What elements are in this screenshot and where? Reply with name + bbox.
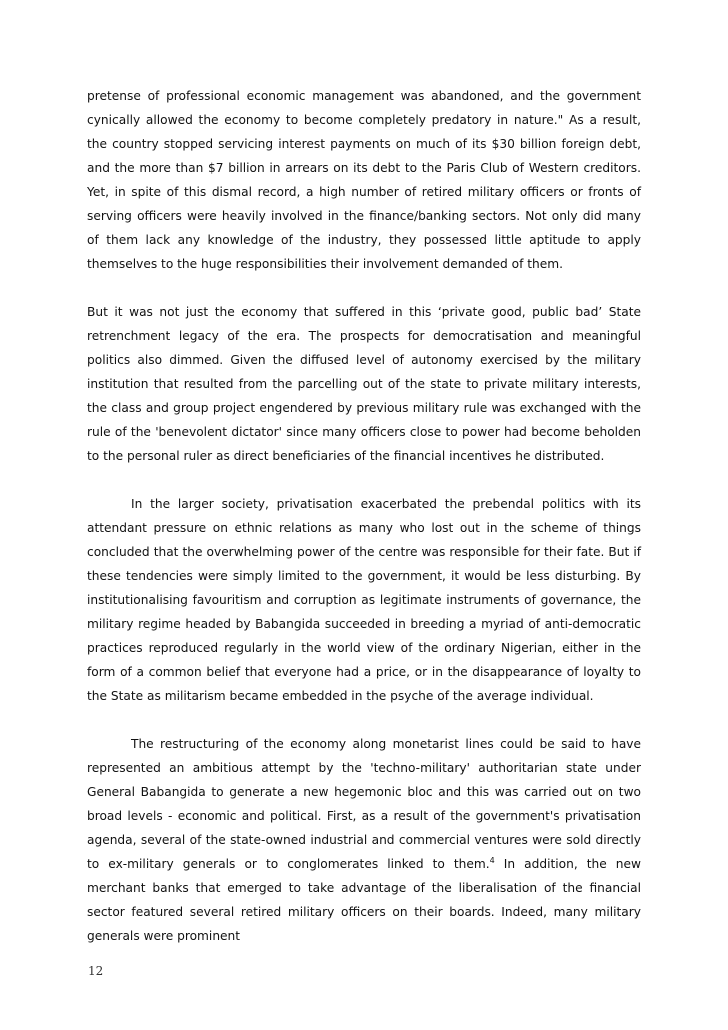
paragraph-3: In the larger society, privatisation exacerbated the prebendal politics with its attendant pressure on ethnic relations as many who lost out in the scheme of things concluded that the overwhelming power of the centre was responsible for their fate. But if these tendencies were simply limited to the government, it would be less disturbing. By institutionalising favouritism and corruption as legitimate instruments of governance, the military regime headed by Babangida succeeded in breeding a myriad of anti-democratic practices reproduced regularly in the world view of the ordinary Nigerian, either in the form of a common belief that everyone had a price, or in the disappearance of loyalty to the State as militarism became embedded in the psyche of the average individual. bbox=[87, 497, 641, 703]
paragraph-4-text-a: The restructuring of the economy along monetarist lines could be said to have represented an ambitious attempt by the 'techno-military' authoritarian state under General Babangida to generate a new hegemonic bloc and this was carried out on two broad levels - economic and political. First, as a result of the government's privatisation agenda, several of the state-owned industrial and commercial ventures were sold directly to ex-military generals or to conglomerates linked to them. bbox=[87, 737, 641, 871]
paragraph-1: pretense of professional economic management was abandoned, and the government cynically allowed the economy to become completely predatory in nature." As a result, the country stopped servicing interest payments on much of its $30 billion foreign debt, and the more than $7 billion in arrears on its debt to the Paris Club of Western creditors. Yet, in spite of this dismal record, a high number of retired military officers or fronts of serving officers were heavily involved in the finance/banking sectors. Not only did many of them lack any knowledge of the industry, they possessed little aptitude to apply themselves to the huge responsibilities their involvement demanded of them. bbox=[87, 89, 641, 271]
paragraph-4 bbox=[87, 732, 641, 948]
page-number: 12 bbox=[88, 964, 104, 978]
document-body bbox=[87, 84, 641, 972]
paragraph-2: But it was not just the economy that suffered in this ‘private good, public bad’ State retrenchment legacy of the era. The prospects for democratisation and meaningful politics also dimmed. Given the diffused level of autonomy exercised by the military institution that resulted from the parcelling out of the state to private military interests, the class and group project engendered by previous military rule was exchanged with the rule of the 'benevolent dictator' since many officers close to power had become beholden to the personal ruler as direct beneficiaries of the financial incentives he distributed. bbox=[87, 305, 641, 463]
paragraph-4-text-b: In addition, the new merchant banks that emerged to take advantage of the liberalisation of the financial sector featured several retired military officers on their boards. Indeed, many military generals were prominent bbox=[87, 857, 641, 943]
footnote-reference[interactable]: 4 bbox=[489, 855, 495, 865]
